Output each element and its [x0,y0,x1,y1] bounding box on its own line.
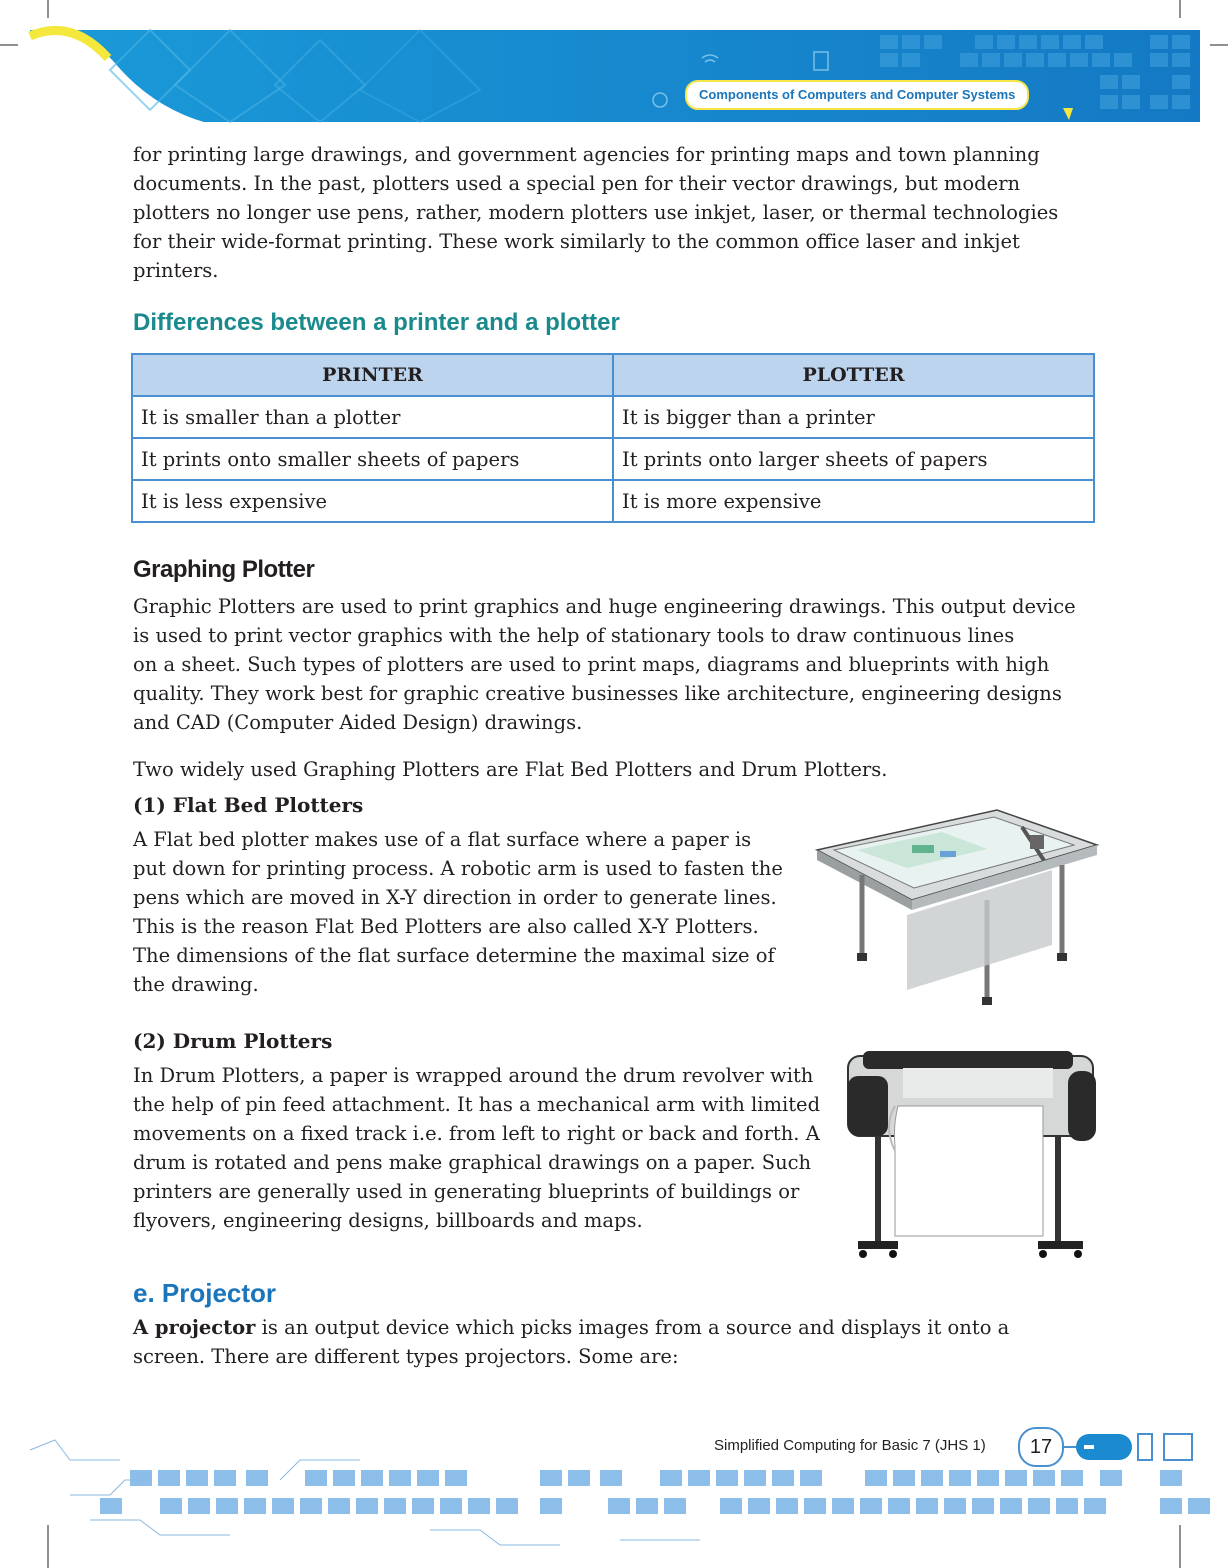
projector-heading: e. Projector [133,1278,277,1308]
flat-bed-line: The dimensions of the flat surface determine the maximal size of [133,944,775,967]
projector-line: screen. There are different types projectors. Some are: [133,1345,679,1368]
drum-plotter-image [843,1046,1098,1266]
flat-bed-line: pens which are moved in X-Y direction in order to generate lines. [133,886,777,909]
intro-line: documents. In the past, plotters used a special pen for their vector drawings, but modern [133,172,1021,195]
column-header-plotter: PLOTTER [613,354,1094,396]
drum-section [133,1029,828,1235]
table-cell: It is less expensive [132,480,613,522]
section-title-pill: Components of Computers and Computer Systems [685,80,1029,110]
footer-book-title: Simplified Computing for Basic 7 (JHS 1) [714,1437,986,1454]
flat-bed-line: the drawing. [133,973,259,996]
graphing-line: quality. They work best for graphic creative businesses like architecture, engineering designs [133,682,1062,705]
intro-line: for their wide-format printing. These work similarly to the common office laser and inkjet [133,230,1020,253]
column-header-printer: PRINTER [132,354,613,396]
table-cell: It prints onto larger sheets of papers [613,438,1094,480]
graphing-line: is used to print vector graphics with the help of stationary tools to draw continuous lines [133,624,1015,647]
table-row [132,438,1094,480]
table-row [132,396,1094,438]
table-cell: It prints onto smaller sheets of papers [132,438,613,480]
projector-section [133,1278,1095,1371]
differences-section [133,309,1095,337]
drum-heading: (2) Drum Plotters [133,1029,333,1053]
page-number: 17 [1018,1427,1064,1467]
drum-line: the help of pin feed attachment. It has a mechanical arm with limited [133,1093,821,1116]
flat-bed-section [133,793,813,999]
projector-term: A projector [133,1316,256,1339]
flat-bed-heading: (1) Flat Bed Plotters [133,793,364,817]
header-banner [0,0,1228,135]
intro-line: printers. [133,259,219,282]
projector-line [133,1313,1095,1342]
differences-table [131,353,1095,523]
table-row [132,480,1094,522]
graphing-line: Graphic Plotters are used to print graphics and huge engineering drawings. This output device [133,595,1076,618]
drum-line: movements on a fixed track i.e. from left to right or back and forth. A [133,1122,820,1145]
graphing-line: and CAD (Computer Aided Design) drawings. [133,711,583,734]
projector-line-rest: is an output device which picks images from a source and displays it onto a [255,1316,1010,1339]
flat-bed-line: put down for printing process. A robotic arm is used to fasten the [133,857,783,880]
drum-line: printers are generally used in generating blueprints of buildings or [133,1180,800,1203]
table-cell: It is more expensive [613,480,1094,522]
table-header-row [132,354,1094,396]
graphing-plotter-heading: Graphing Plotter [133,556,315,583]
differences-heading: Differences between a printer and a plotter [133,309,620,336]
table-cell: It is smaller than a plotter [132,396,613,438]
plotter-types-sentence: Two widely used Graphing Plotters are Flat Bed Plotters and Drum Plotters. [133,758,888,781]
table-cell: It is bigger than a printer [613,396,1094,438]
intro-paragraph [133,140,1095,285]
intro-line: for printing large drawings, and government agencies for printing maps and town planning [133,143,1040,166]
flat-bed-plotter-image [812,805,1102,1010]
graphing-line: on a sheet. Such types of plotters are used to print maps, diagrams and blueprints with high [133,653,1050,676]
flat-bed-line: A Flat bed plotter makes use of a flat surface where a paper is [133,828,752,851]
flat-bed-line: This is the reason Flat Bed Plotters are also called X-Y Plotters. [133,915,759,938]
drum-line: In Drum Plotters, a paper is wrapped around the drum revolver with [133,1064,814,1087]
graphing-plotter-section [133,556,1095,784]
intro-line: plotters no longer use pens, rather, modern plotters use inkjet, laser, or thermal technologies [133,201,1059,224]
banner-graphic [0,0,1228,135]
drum-line: drum is rotated and pens make graphical drawings on a paper. Such [133,1151,812,1174]
drum-line: flyovers, engineering designs, billboards and maps. [133,1209,643,1232]
